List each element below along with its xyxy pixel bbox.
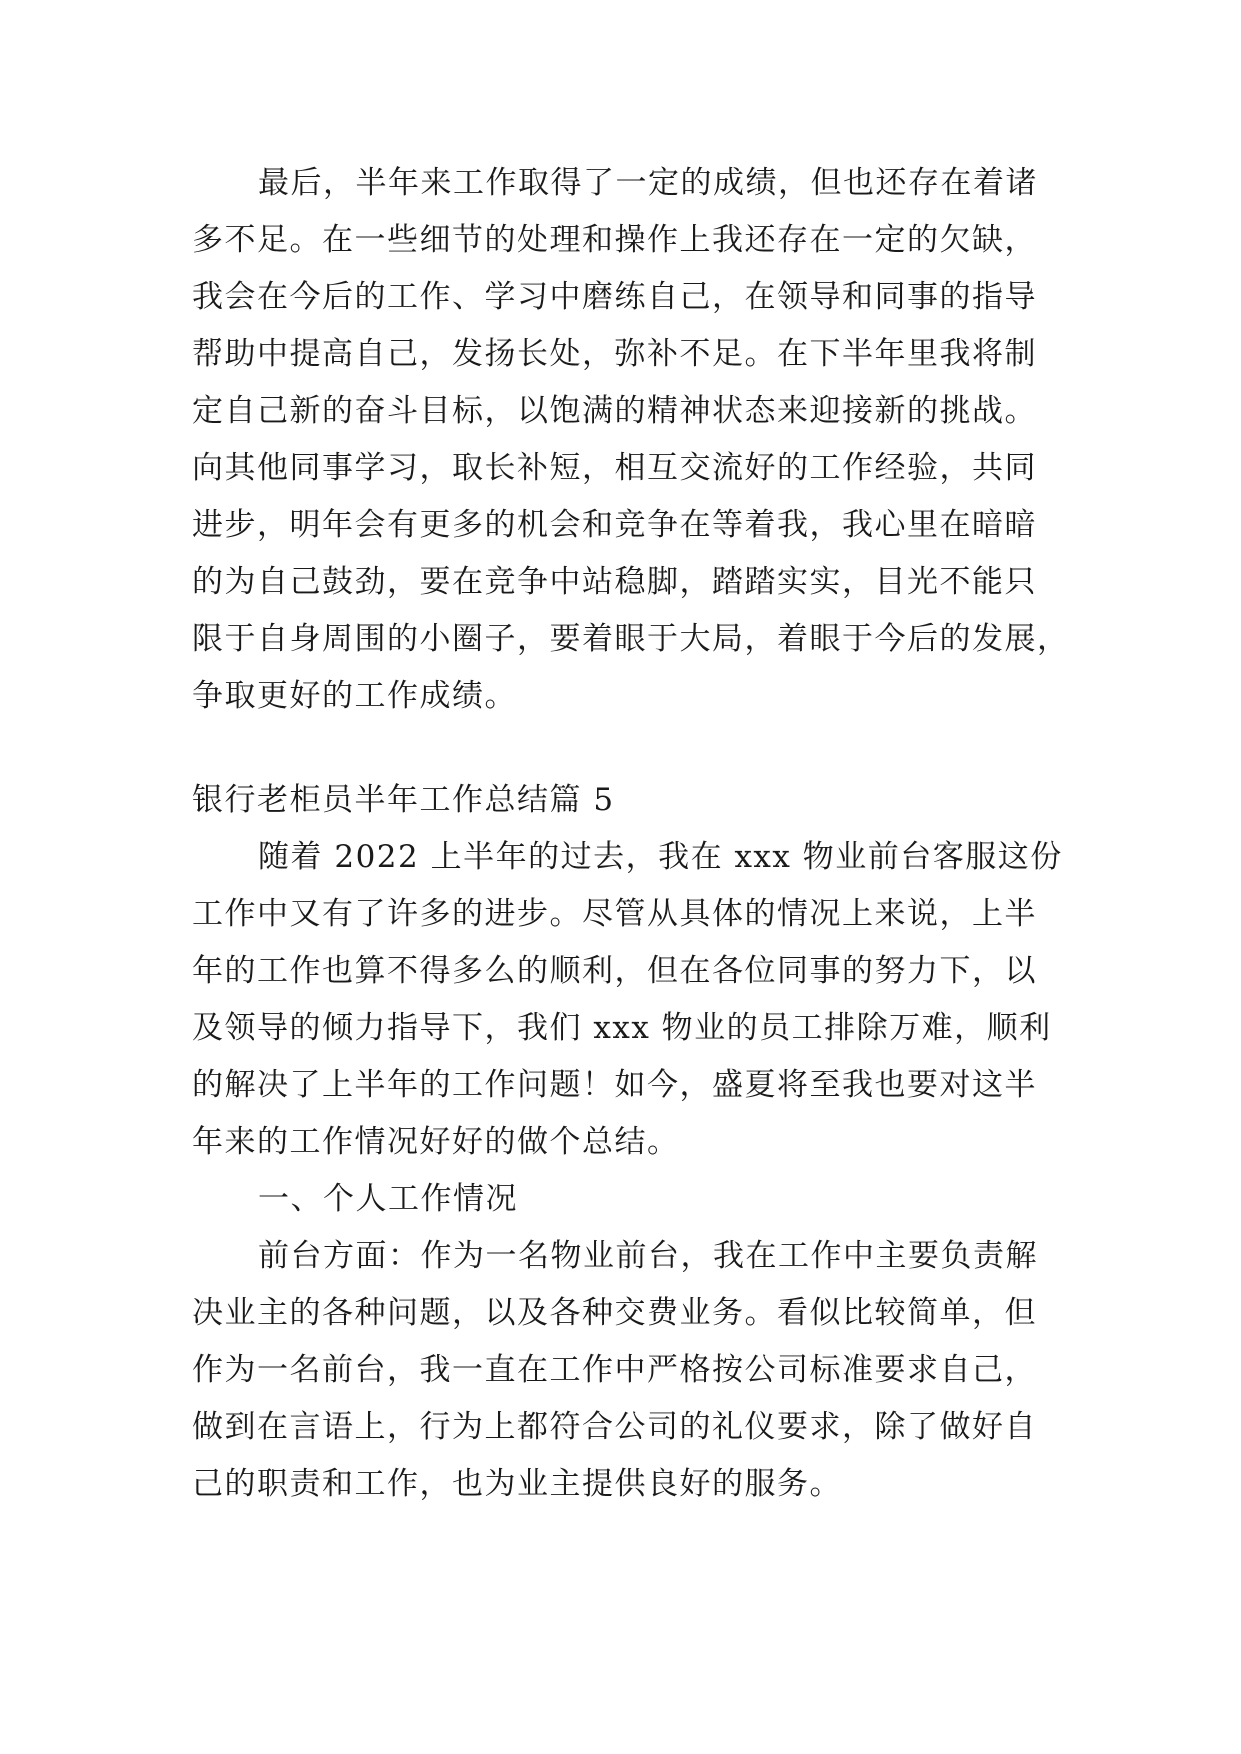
text-line: 向其他同事学习，取长补短，相互交流好的工作经验，共同 <box>192 450 1037 486</box>
text-line: 做到在言语上，行为上都符合公司的礼仪要求，除了做好自 <box>192 1409 1037 1445</box>
text-line: 年来的工作情况好好的做个总结。 <box>192 1124 680 1160</box>
text-line: 的为自己鼓劲，要在竞争中站稳脚，踏踏实实，目光不能只 <box>192 564 1037 600</box>
subsection-heading: 一、个人工作情况 <box>258 1181 518 1217</box>
text-line: 限于自身周围的小圈子，要着眼于大局，着眼于今后的发展， <box>192 621 1070 657</box>
text-line: 的解决了上半年的工作问题！如今，盛夏将至我也要对这半 <box>192 1067 1037 1103</box>
text-line: 年的工作也算不得多么的顺利，但在各位同事的努力下，以 <box>192 953 1037 989</box>
text-line: 及领导的倾力指导下，我们 xxx 物业的员工排除万难，顺利 <box>192 1010 1052 1046</box>
text-line: 我会在今后的工作、学习中磨练自己，在领导和同事的指导 <box>192 279 1037 315</box>
text-line: 最后，半年来工作取得了一定的成绩，但也还存在着诸 <box>258 165 1038 201</box>
text-line: 帮助中提高自己，发扬长处，弥补不足。在下半年里我将制 <box>192 336 1037 372</box>
text-line: 进步，明年会有更多的机会和竞争在等着我，我心里在暗暗 <box>192 507 1037 543</box>
text-line: 争取更好的工作成绩。 <box>192 678 517 714</box>
text-line: 决业主的各种问题，以及各种交费业务。看似比较简单，但 <box>192 1295 1037 1331</box>
text-line: 随着 2022 上半年的过去，我在 xxx 物业前台客服这份 <box>258 839 1063 875</box>
text-line: 作为一名前台，我一直在工作中严格按公司标准要求自己， <box>192 1352 1037 1388</box>
text-line: 前台方面：作为一名物业前台，我在工作中主要负责解 <box>258 1238 1038 1274</box>
section-heading: 银行老柜员半年工作总结篇 5 <box>192 782 615 818</box>
text-line: 工作中又有了许多的进步。尽管从具体的情况上来说，上半 <box>192 896 1037 932</box>
text-line: 己的职责和工作，也为业主提供良好的服务。 <box>192 1466 842 1502</box>
text-line: 多不足。在一些细节的处理和操作上我还存在一定的欠缺， <box>192 222 1037 258</box>
text-line: 定自己新的奋斗目标，以饱满的精神状态来迎接新的挑战。 <box>192 393 1037 429</box>
